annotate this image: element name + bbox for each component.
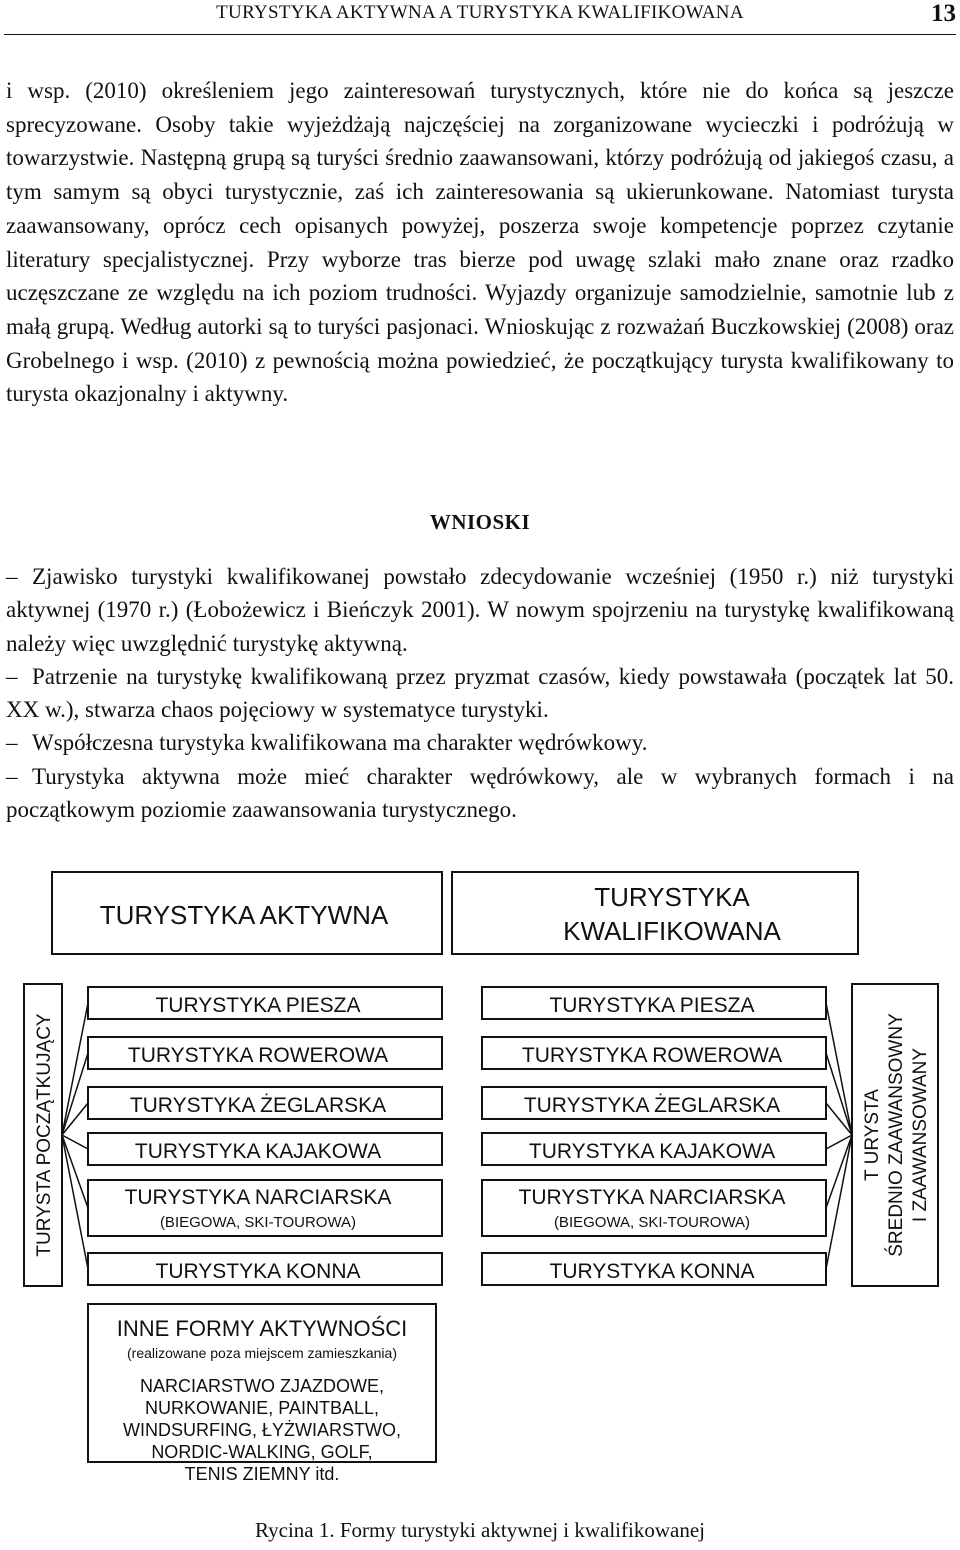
right-side-label-2: ŚREDNIO ZAAWANSOWNY [886, 1013, 907, 1257]
header-rule [4, 34, 956, 35]
other-forms-subtitle: (realizowane poza miejscem zamieszkania) [127, 1345, 397, 1361]
right-connectors [826, 1003, 852, 1269]
right-item-label: TURYSTYKA KONNA [549, 1260, 755, 1283]
right-header-text-1: TURYSTYKA [594, 882, 750, 912]
figure-caption: Rycina 1. Formy turystyki aktywnej i kwalifikowanej [254, 1518, 705, 1542]
left-item-label: TURYSTYKA ROWEROWA [127, 1044, 389, 1067]
left-item-label: TURYSTYKA KONNA [155, 1260, 361, 1283]
list-dash: – [6, 763, 18, 789]
left-item-label: TURYSTYKA ŻEGLARSKA [129, 1094, 387, 1117]
other-forms-line: NORDIC-WALKING, GOLF, [151, 1442, 373, 1462]
left-item-label: TURYSTYKA PIESZA [155, 994, 361, 1017]
other-forms-title: INNE FORMY AKTYWNOŚCI [116, 1316, 408, 1341]
right-item-label: TURYSTYKA NARCIARSKA [518, 1186, 786, 1209]
left-item-label: TURYSTYKA NARCIARSKA [124, 1186, 392, 1209]
list-item-text: Patrzenie na turystykę kwalifikowaną przez pryzmat czasów, kiedy powstawała (początek lat 50. XX w.), stwarza chaos pojęciowy w systematyce turystyki. [6, 663, 954, 723]
list-item [6, 660, 954, 727]
list-item [6, 560, 954, 660]
right-item-label: TURYSTYKA ROWEROWA [521, 1044, 783, 1067]
left-item-sublabel: (BIEGOWA, SKI-TOUROWA) [159, 1214, 357, 1231]
list-dash: – [6, 663, 18, 689]
left-item-label: TURYSTYKA KAJAKOWA [134, 1140, 382, 1163]
right-item-sublabel: (BIEGOWA, SKI-TOUROWA) [553, 1214, 751, 1231]
other-forms-line: TENIS ZIEMNY itd. [184, 1464, 340, 1484]
running-title: TURYSTYKA AKTYWNA A TURYSTYKA KWALIFIKOWANA [216, 2, 744, 23]
list-item [6, 760, 954, 827]
body-paragraph: i wsp. (2010) określeniem jego zainteresowań turystycznych, które nie do końca są jeszcze sprecyzowane. Osoby takie wyjeżdżają najczęściej na zorganizowane wycieczki i podróżują w towarzystwie. Następną grupą są turyści średnio zaawansowani, którzy podróżują od jakiegoś czasu, a tym samym są obyci turystycznie, zaś ich zainteresowania są ukierunkowane. Natomiast turysta zaawansowany, oprócz cech opisanych powyżej, poszerza swoje kompetencje poprzez czytanie literatury specjalistycznej. Przy wyborze tras bierze pod uwagę szlaki mało znane oraz rzadko uczęszczane ze względu na ich poziom trudności. Wyjazdy organizuje samodzielnie, samotnie lub z małą grupą. Według autorki są to turyści pasjonaci. Wnioskując z rozważań Buczkowskiej (2008) oraz Grobelnego i wsp. (2010) z pewnością można powiedzieć, że początkujący turysta kwalifikowany to turysta okazjonalny i aktywny. [6, 78, 954, 407]
right-item-label: TURYSTYKA PIESZA [549, 994, 755, 1017]
list-item [6, 726, 954, 759]
conclusions-list [6, 560, 954, 826]
list-dash: – [6, 730, 18, 756]
left-side-label: TURYSTA POCZĄTKUJĄCY [34, 1013, 55, 1257]
right-item-label: TURYSTYKA KAJAKOWA [528, 1140, 776, 1163]
right-side-label-3: I ZAAWANSOWANY [910, 1047, 931, 1223]
left-connectors [62, 1003, 88, 1269]
page-number: 13 [931, 0, 956, 27]
tourism-forms-diagram [0, 860, 960, 1510]
list-dash: – [6, 564, 18, 589]
list-item-text: Zjawisko turystyki kwalifikowanej powstało zdecydowanie wcześniej (1950 r.) niż turystyki aktywnej (1970 r.) (Łobożewicz i Bieńczyk 2001). W nowym spojrzeniu na turystykę kwalifikowaną należy więc uwzględnić turystykę aktywną. [6, 564, 954, 656]
list-item-text: Współczesna turystyka kwalifikowana ma charakter wędrówkowy. [32, 730, 648, 756]
figure [0, 860, 960, 1550]
right-item-label: TURYSTYKA ŻEGLARSKA [523, 1094, 781, 1117]
right-header-text-2: KWALIFIKOWANA [563, 916, 781, 946]
running-header [0, 0, 960, 34]
other-forms-line: NARCIARSTWO ZJAZDOWE, [140, 1376, 384, 1396]
list-item-text: Turystyka aktywna może mieć charakter wędrówkowy, ale w wybranych formach i na początkowym poziomie zaawansowania turystycznego. [6, 763, 954, 823]
right-side-label-1: T URYSTA [862, 1089, 883, 1181]
other-forms-line: WINDSURFING, ŁYŻWIARSTWO, [123, 1420, 401, 1440]
left-header-text: TURYSTYKA AKTYWNA [99, 900, 389, 930]
section-heading: WNIOSKI [429, 510, 531, 534]
other-forms-line: NURKOWANIE, PAINTBALL, [144, 1398, 380, 1418]
